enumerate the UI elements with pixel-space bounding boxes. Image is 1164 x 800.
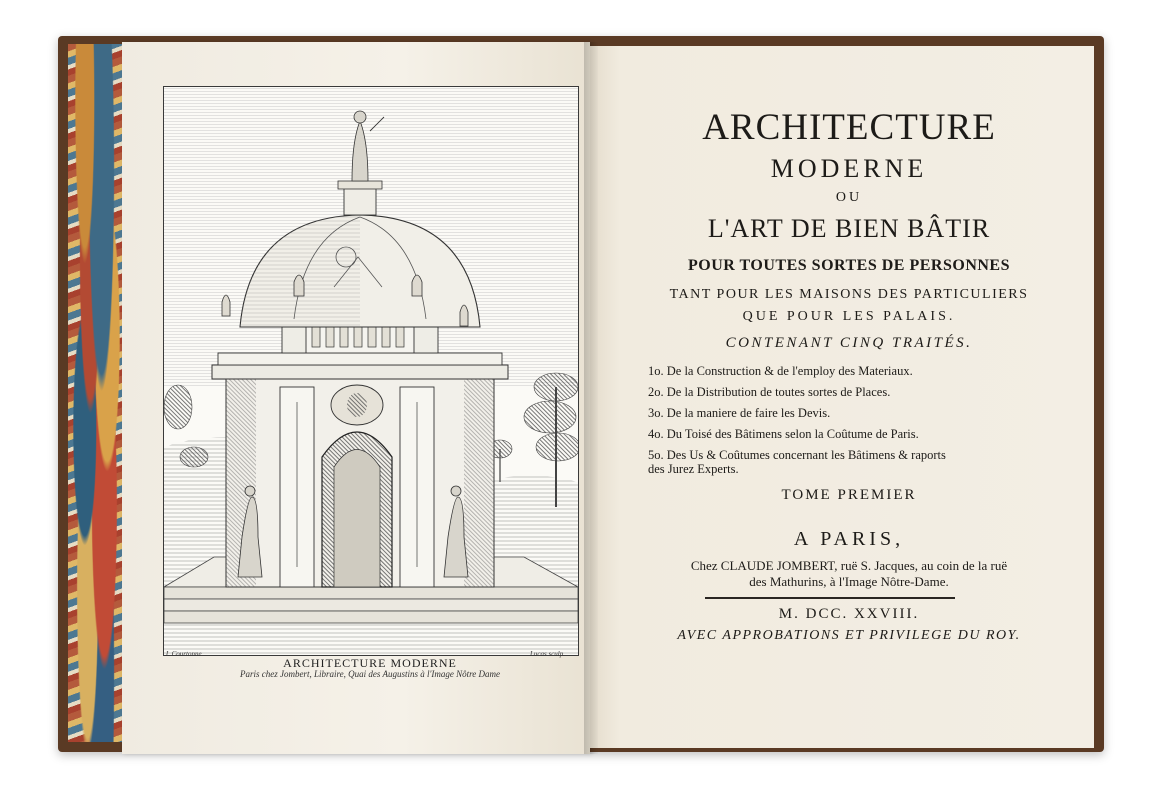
frontispiece-engraving bbox=[163, 86, 579, 656]
divider-rule bbox=[705, 597, 955, 599]
title-line-3: OU bbox=[835, 190, 863, 205]
title-line-5: POUR TOUTES SORTES DE PERSONNES bbox=[688, 257, 1010, 274]
title-line-4: L'ART DE BIEN BÂTIR bbox=[707, 214, 991, 243]
volume-label: TOME PREMIER bbox=[781, 487, 917, 503]
title-line-7: QUE POUR LES PALAIS. bbox=[742, 309, 956, 324]
title-line-1: ARCHITECTURE bbox=[702, 107, 996, 148]
contents-heading: CONTENANT CINQ TRAITÉS. bbox=[725, 335, 973, 351]
royal-privilege: AVEC APPROBATIONS ET PRIVILEGE DU ROY. bbox=[677, 628, 1021, 643]
treatise-item: 5o. Des Us & Coûtumes concernant les Bâtimens & raports bbox=[648, 448, 946, 462]
publisher-line-2: des Mathurins, à l'Image Nôtre-Dame. bbox=[749, 574, 949, 589]
treatise-item-continued: des Jurez Experts. bbox=[648, 462, 739, 476]
title-line-2: MODERNE bbox=[770, 154, 928, 183]
artist-credit-right: Lucas sculp. bbox=[530, 650, 565, 658]
plate-imprint: Paris chez Jombert, Libraire, Quai des Augustins à l'Image Nôtre Dame bbox=[239, 669, 501, 679]
publication-date: M. DCC. XXVIII. bbox=[778, 606, 920, 622]
marbled-endpaper bbox=[68, 44, 126, 742]
plate-title: ARCHITECTURE MODERNE bbox=[283, 656, 457, 670]
title-line-6: TANT POUR LES MAISONS DES PARTICULIERS bbox=[669, 287, 1029, 302]
publisher-line-1: Chez CLAUDE JOMBERT, ruë S. Jacques, au coin de la ruë bbox=[690, 558, 1008, 573]
treatise-item: 3o. De la maniere de faire les Devis. bbox=[648, 406, 831, 420]
treatise-item: 1o. De la Construction & de l'employ des Materiaux. bbox=[648, 364, 913, 378]
treatise-item: 4o. Du Toisé des Bâtimens selon la Coûtume de Paris. bbox=[648, 427, 919, 441]
treatise-item: 2o. De la Distribution de toutes sortes de Places. bbox=[648, 385, 891, 399]
imprint-city: A PARIS, bbox=[793, 528, 905, 550]
book-gutter bbox=[584, 42, 598, 754]
artist-credit-left: J. Courtonne bbox=[165, 650, 202, 658]
